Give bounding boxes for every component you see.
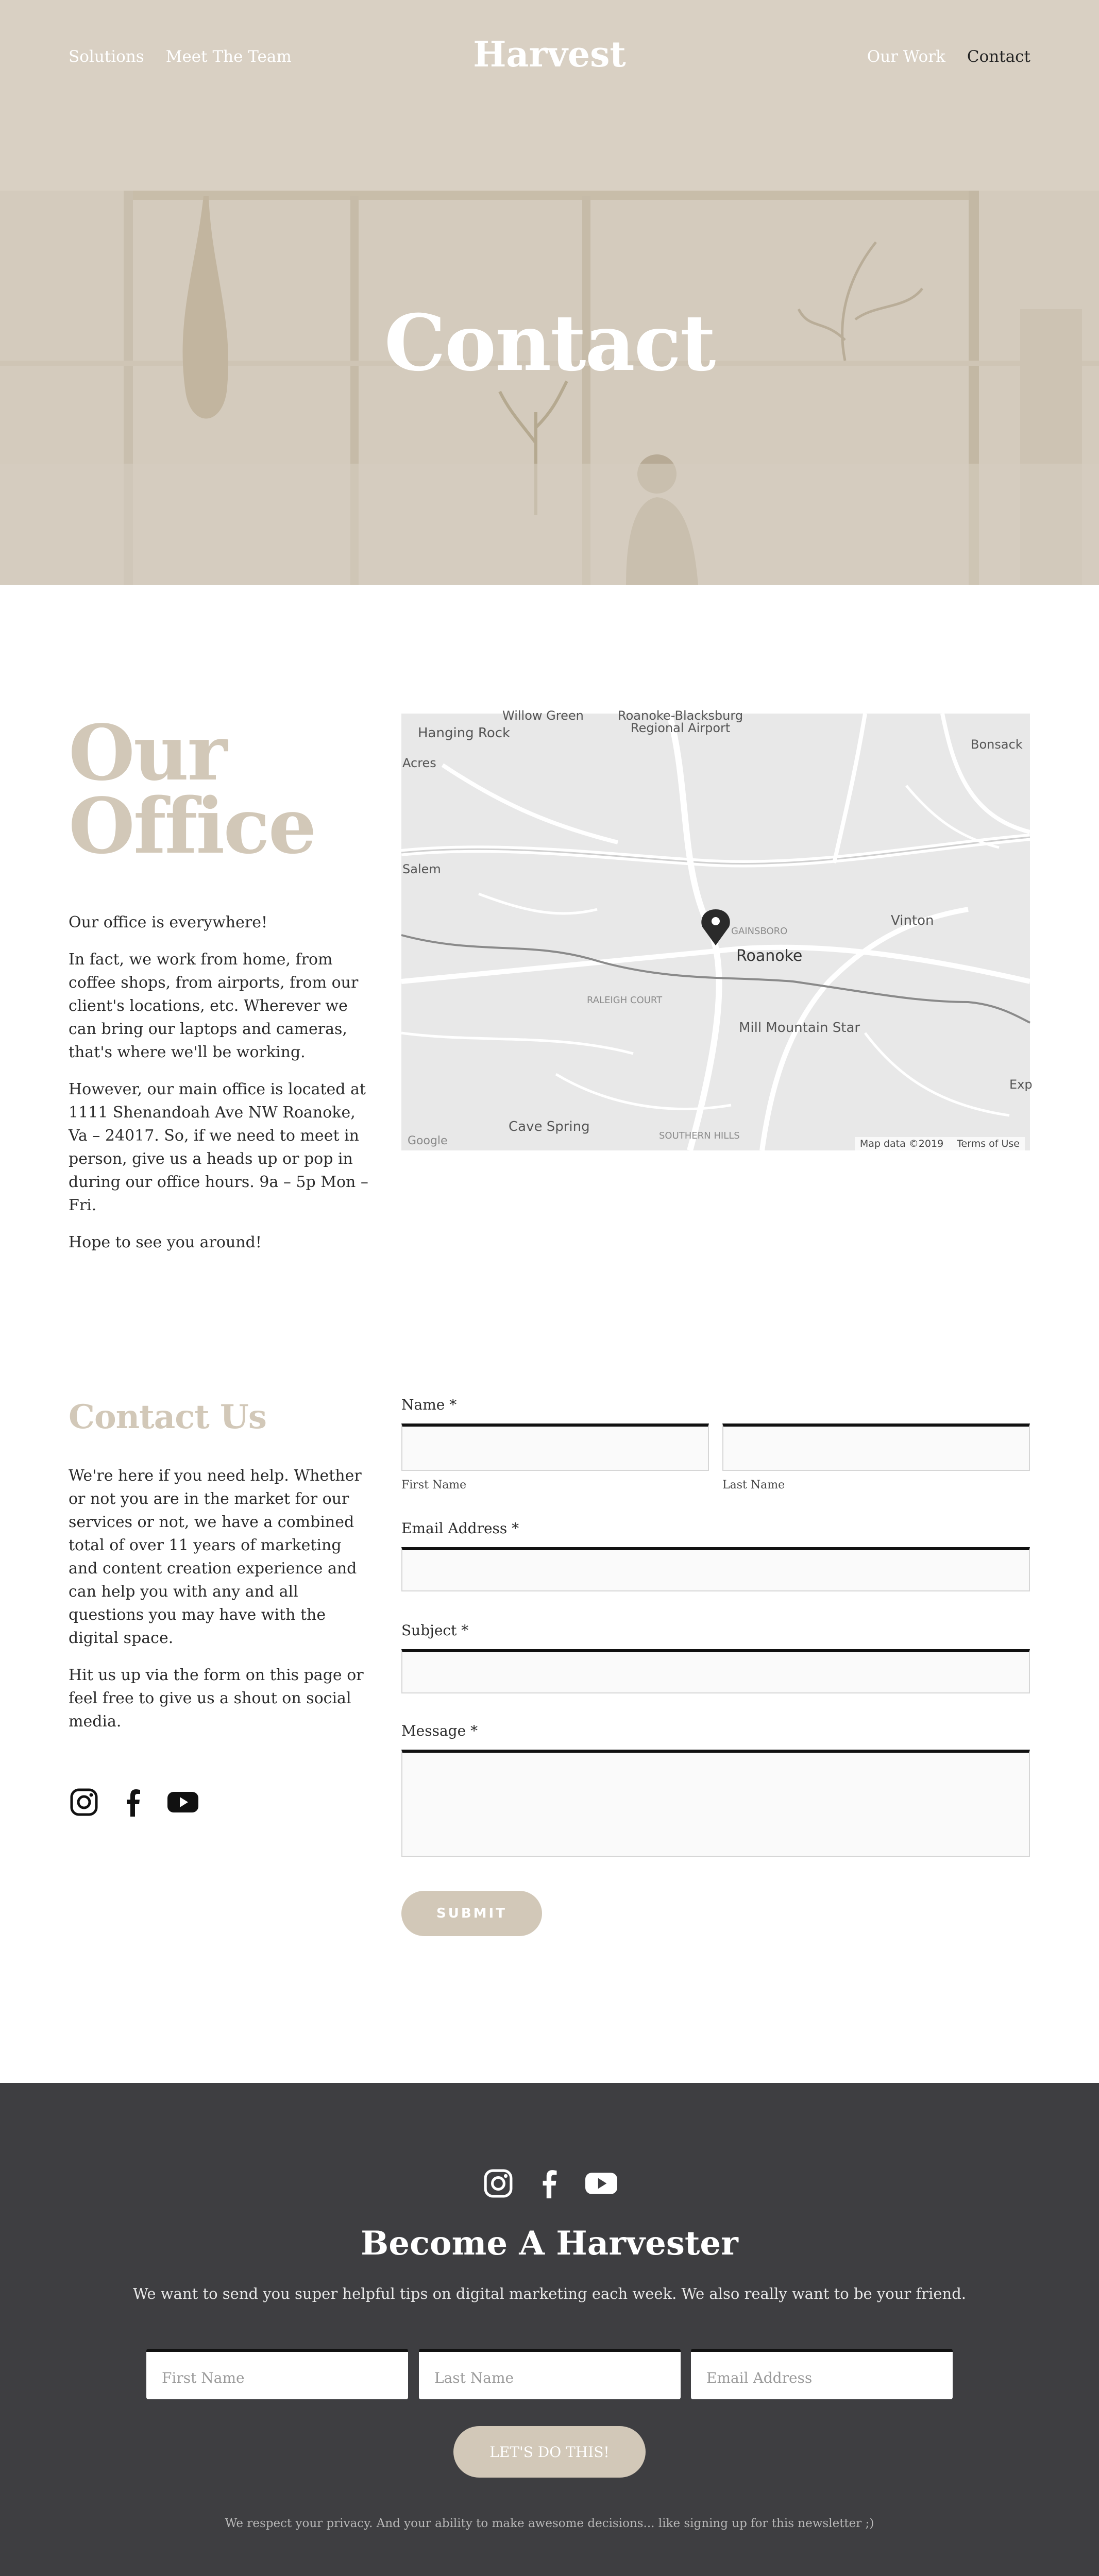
office-paragraph: Our office is everywhere! — [69, 913, 268, 931]
site-footer — [0, 2083, 1099, 2576]
map-label: Acres — [402, 756, 436, 770]
instagram-icon[interactable] — [481, 2166, 515, 2200]
map-label: Willow Green — [502, 708, 584, 723]
subject-input[interactable] — [401, 1649, 1030, 1693]
map-label: Hanging Rock — [418, 725, 511, 741]
message-textarea[interactable] — [401, 1750, 1030, 1857]
nav-link-solutions[interactable]: Solutions — [69, 47, 144, 66]
facebook-icon[interactable] — [533, 2166, 567, 2200]
map-label: Vinton — [891, 913, 934, 928]
map-label: Mill Mountain Star — [739, 1020, 860, 1036]
first-name-sublabel: First Name — [401, 1479, 467, 1492]
map-attribution — [855, 1137, 1025, 1150]
office-paragraph: In fact, we work from home, from coffee shops, from airports, from our client's locations, etc. Wherever we can bring our laptops and cameras, that's where we'll be working. — [69, 951, 359, 1061]
map-label: GAINSBORO — [731, 926, 788, 937]
last-name-sublabel: Last Name — [722, 1479, 785, 1492]
social-links — [69, 1787, 198, 1818]
privacy-note: We respect your privacy. And your ability to make awesome decisions... like signing up for this newsletter ;) — [225, 2517, 874, 2530]
facebook-icon[interactable] — [118, 1787, 149, 1818]
hero-background-photo — [0, 0, 1099, 585]
name-label: Name * — [401, 1396, 457, 1413]
map-label: Salem — [402, 862, 441, 876]
page-title: Contact — [384, 298, 715, 388]
newsletter-submit-button[interactable]: LET'S DO THIS! — [453, 2426, 646, 2478]
office-description — [69, 911, 373, 1268]
nav-link-our-work[interactable]: Our Work — [867, 47, 945, 66]
newsletter-subtitle: We want to send you super helpful tips on digital marketing each week. We also really want to be your friend. — [132, 2285, 967, 2302]
last-name-input[interactable] — [722, 1423, 1030, 1471]
map-label: Roanoke — [736, 947, 803, 965]
contact-paragraph: We're here if you need help. Whether or not you are in the market for our services or not, we have a combined total of over 11 years of marketing and content creation experience and can help you with any and all questions you may have with the digital space. — [69, 1467, 362, 1647]
newsletter-title: Become A Harvester — [361, 2224, 738, 2263]
map-label: SOUTHERN HILLS — [659, 1130, 740, 1141]
subject-label: Subject * — [401, 1622, 469, 1639]
newsletter-last-name-input[interactable]: Last Name — [419, 2349, 681, 2399]
youtube-icon[interactable] — [584, 2166, 618, 2200]
nav-link-contact[interactable]: Contact — [967, 47, 1030, 66]
email-input[interactable] — [401, 1547, 1030, 1591]
map-data-credit: Map data ©2019 — [859, 1138, 944, 1149]
newsletter-email-input[interactable]: Email Address — [691, 2349, 953, 2399]
office-map[interactable] — [401, 708, 1033, 1150]
map-label: Exp — [1009, 1077, 1033, 1092]
office-heading-line2: Office — [69, 781, 315, 871]
map-label: Cave Spring — [509, 1119, 590, 1134]
contact-heading: Contact Us — [69, 1398, 266, 1436]
office-heading — [69, 708, 357, 871]
map-label: Bonsack — [971, 737, 1023, 752]
map-label: Roanoke-Blacksburg — [618, 708, 743, 723]
nav-link-meet-the-team[interactable]: Meet The Team — [165, 47, 292, 66]
submit-button[interactable]: SUBMIT — [401, 1891, 542, 1936]
map-terms-link[interactable]: Terms of Use — [957, 1138, 1020, 1149]
map-label: Regional Airport — [631, 721, 731, 735]
email-label: Email Address * — [401, 1520, 519, 1537]
youtube-icon[interactable] — [167, 1787, 198, 1818]
contact-paragraph: Hit us up via the form on this page or feel free to give us a shout on social media. — [69, 1666, 364, 1731]
office-paragraph: Hope to see you around! — [69, 1233, 262, 1251]
contact-description — [69, 1464, 373, 1747]
map-label: RALEIGH COURT — [587, 995, 663, 1006]
hero-banner — [0, 0, 1099, 585]
map-canvas[interactable] — [401, 708, 1033, 1150]
map-google-logo: Google — [408, 1134, 448, 1147]
newsletter-first-name-input[interactable]: First Name — [146, 2349, 408, 2399]
message-label: Message * — [401, 1722, 478, 1739]
footer-social-links — [0, 2166, 1099, 2200]
first-name-input[interactable] — [401, 1423, 709, 1471]
instagram-icon[interactable] — [69, 1787, 99, 1818]
primary-nav-right — [867, 47, 1030, 66]
office-paragraph: However, our main office is located at 1111 Shenandoah Ave NW Roanoke, Va – 24017. So, if we need to meet in person, give us a heads up or pop in during our office hours. 9a – 5p Mon – Fri. — [69, 1080, 368, 1214]
office-heading-line1: Our — [69, 708, 226, 798]
site-logo[interactable]: Harvest — [473, 34, 626, 75]
